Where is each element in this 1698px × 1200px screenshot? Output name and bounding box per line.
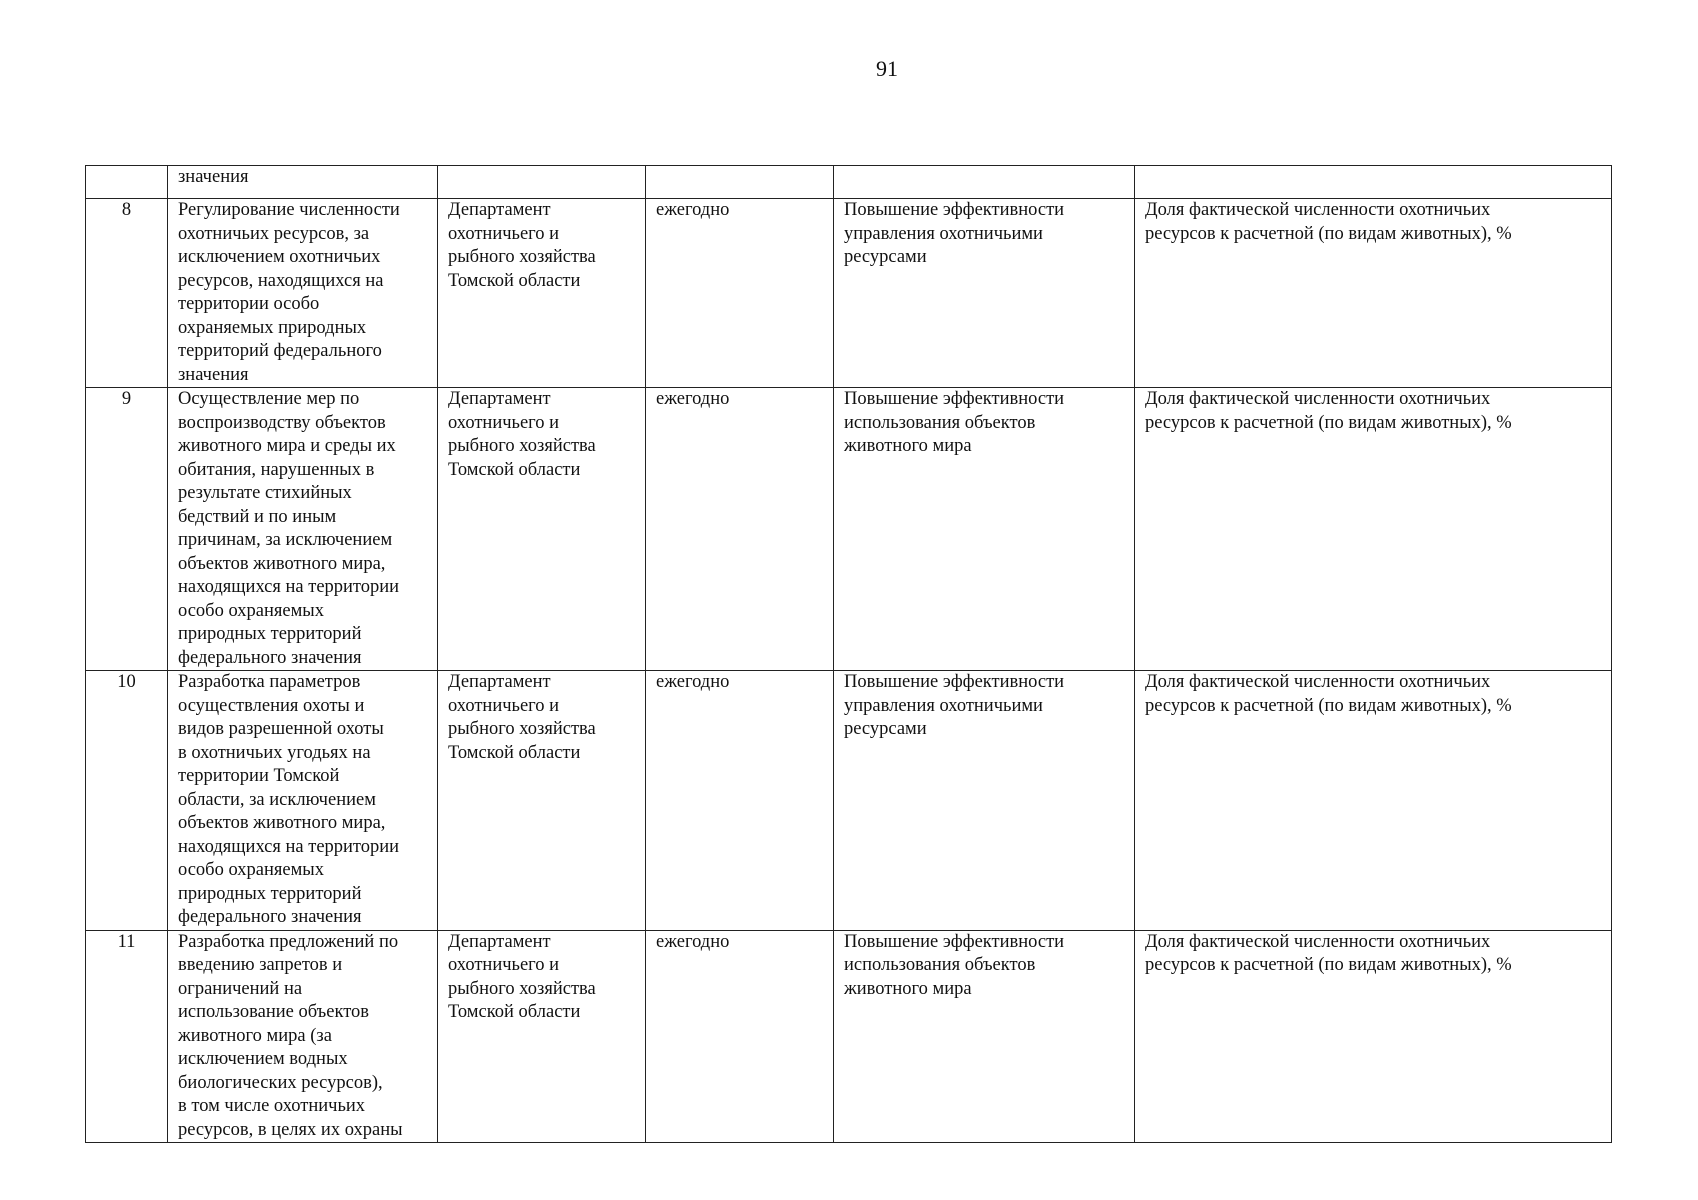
executor-cell: Департамент охотничьего и рыбного хозяйства Томской области [438, 199, 646, 388]
period-cell: ежегодно [646, 930, 834, 1143]
row-number: 8 [86, 199, 168, 388]
period-cell: ежегодно [646, 671, 834, 931]
table-row [86, 671, 1612, 931]
measure-cell: Разработка параметров осуществления охоты и видов разрешенной охоты в охотничьих угодьях на территории Томской области, за исключением объектов животного мира, находящихся на территории особо охраняемых природных территорий федерального значения [168, 671, 438, 931]
period-cell: ежегодно [646, 199, 834, 388]
period-cell: ежегодно [646, 388, 834, 671]
table-row [86, 199, 1612, 388]
row-number: 9 [86, 388, 168, 671]
table-row [86, 930, 1612, 1143]
measure-cell: значения [168, 166, 438, 199]
result-cell: Повышение эффективности использования объектов животного мира [834, 388, 1135, 671]
result-cell [834, 166, 1135, 199]
executor-cell: Департамент охотничьего и рыбного хозяйства Томской области [438, 388, 646, 671]
executor-cell [438, 166, 646, 199]
indicator-cell [1135, 166, 1612, 199]
indicator-cell: Доля фактической численности охотничьих ресурсов к расчетной (по видам животных), % [1135, 930, 1612, 1143]
table-row [86, 166, 1612, 199]
indicator-cell: Доля фактической численности охотничьих ресурсов к расчетной (по видам животных), % [1135, 388, 1612, 671]
period-cell [646, 166, 834, 199]
row-number [86, 166, 168, 199]
row-number: 11 [86, 930, 168, 1143]
result-cell: Повышение эффективности управления охотничьими ресурсами [834, 199, 1135, 388]
executor-cell: Департамент охотничьего и рыбного хозяйства Томской области [438, 930, 646, 1143]
result-cell: Повышение эффективности использования объектов животного мира [834, 930, 1135, 1143]
row-number: 10 [86, 671, 168, 931]
measures-table [85, 165, 1612, 1143]
result-cell: Повышение эффективности управления охотничьими ресурсами [834, 671, 1135, 931]
measure-cell: Разработка предложений по введению запретов и ограничений на использование объектов животного мира (за исключением водных биологических ресурсов), в том числе охотничьих ресурсов, в целях их охраны [168, 930, 438, 1143]
page-number: 91 [876, 56, 898, 81]
indicator-cell: Доля фактической численности охотничьих ресурсов к расчетной (по видам животных), % [1135, 671, 1612, 931]
table-row [86, 388, 1612, 671]
executor-cell: Департамент охотничьего и рыбного хозяйства Томской области [438, 671, 646, 931]
indicator-cell: Доля фактической численности охотничьих ресурсов к расчетной (по видам животных), % [1135, 199, 1612, 388]
measure-cell: Регулирование численности охотничьих ресурсов, за исключением охотничьих ресурсов, находящихся на территории особо охраняемых природных территорий федерального значения [168, 199, 438, 388]
measure-cell: Осуществление мер по воспроизводству объектов животного мира и среды их обитания, нарушенных в результате стихийных бедствий и по иным причинам, за исключением объектов животного мира, находящихся на территории особо охраняемых природных территорий федерального значения [168, 388, 438, 671]
